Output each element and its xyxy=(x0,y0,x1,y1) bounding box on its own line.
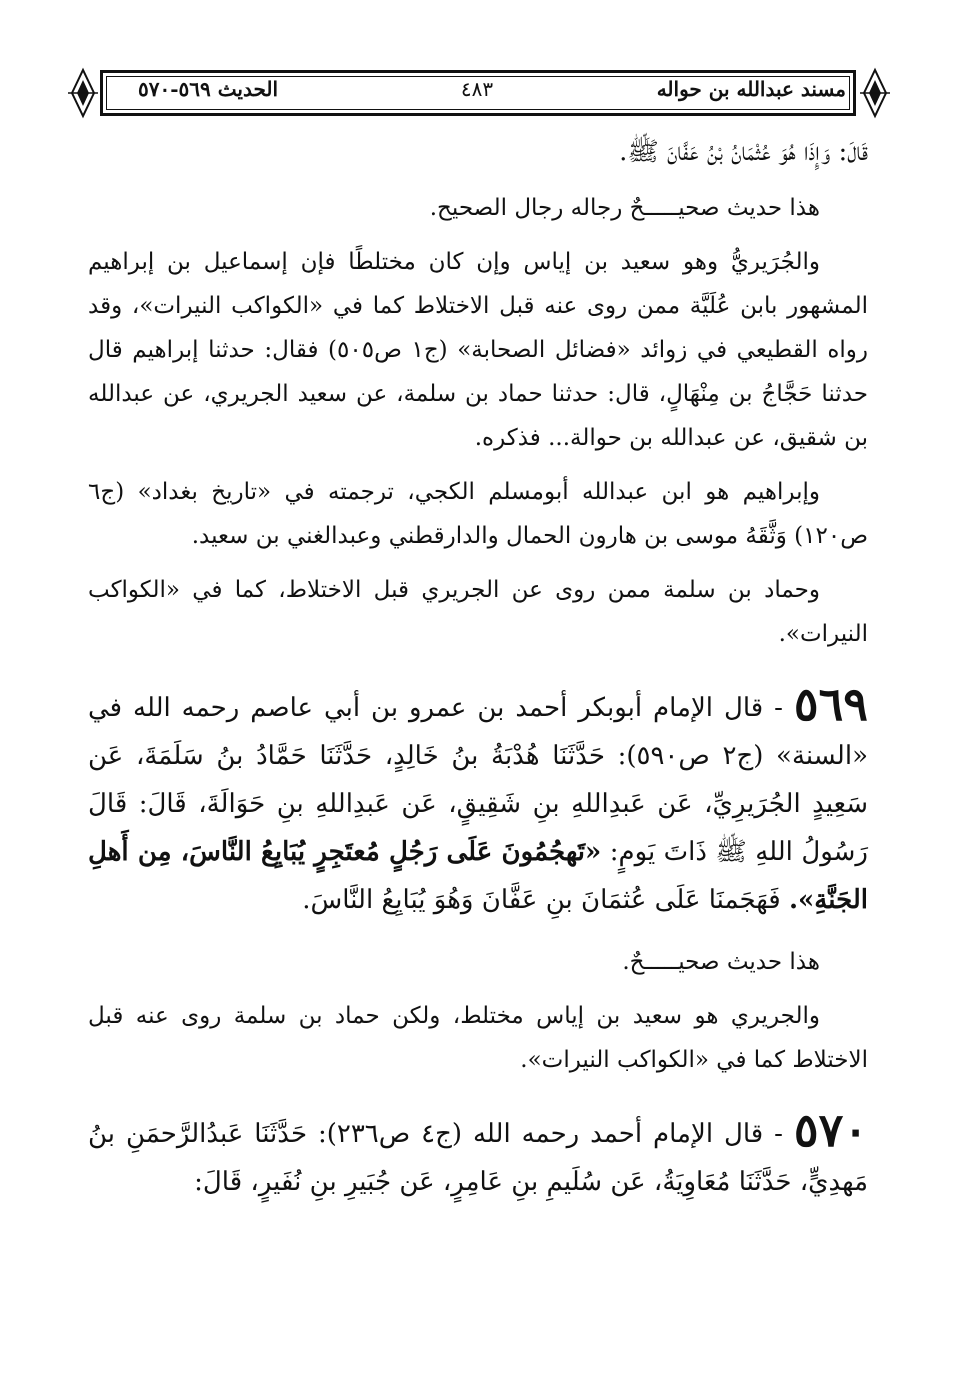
grading-paragraph: هذا حديث صحيـــــحٌ رجاله رجال الصحيح. xyxy=(429,195,820,221)
hadith-number: ٥٦٩ xyxy=(793,677,869,731)
hadith-569 xyxy=(88,677,869,924)
commentary-paragraph: والجُرَيريُّ وهو سعيد بن إياس وإن كان مختلطًا فإن إسماعيل بن إبراهيم المشهور بابن عُلَيَّة ممن روى عنه قبل الاختلاط كما في «الكواكب النيرات»، وقد رواه القطيعي في زوائد «فضائل الصحابة» (ج١ ص٥٠٥) فقال: حدثنا إبراهيم قال حدثنا حَجَّاجُ بن مِنْهَالٍ، قال: حدثنا حماد بن سلمة، عن سعيد الجريري، عن عبدالله بن شقيق، عن عبدالله بن حوالة... فذكره. xyxy=(88,249,868,451)
grading-paragraph: هذا حديث صحيـــــحٌ. xyxy=(622,949,820,975)
commentary-paragraph: والجريري هو سعيد بن إياس مختلط، ولكن حماد بن سلمة روى عنه قبل الاختلاط كما في «الكواكب النيرات». xyxy=(88,1003,868,1073)
hadith-matn: «تَهجُمُونَ عَلَى رَجُلٍ مُعتَجِرٍ يُبَايِعُ النَّاسَ، مِن أَهلِ الجَنَّةِ». xyxy=(88,837,868,915)
book-title: مسند عبدالله بن حواله xyxy=(656,77,846,101)
page-body xyxy=(88,128,868,1206)
hadith-number: ٥٧٠ xyxy=(793,1103,868,1157)
ornament-icon xyxy=(68,66,98,120)
paragraph: قَالَ: وَإِذَا هُوَ عُثْمَانُ بْنُ عَفَّانَ ﷺ. xyxy=(619,137,868,167)
hadith-continuation: فَهَجَمنَا عَلَى عُثمَانَ بنِ عَفَّانَ وَهُوَ يُبَايِعُ النَّاسَ. xyxy=(302,885,781,915)
page-number: ٤٨٣ xyxy=(460,77,494,101)
hadith-570 xyxy=(88,1103,868,1206)
hadith-isnad: - قال الإمام أبوبكر أحمد بن عمرو بن أبي عاصم رحمه الله في «السنة» (ج٢ ص٥٩٠): حَدَّثَنَا هُدْبَةُ بنُ خَالِدٍ، حَدَّثَنَا حَمَّادُ بنُ سَلَمَةَ، عَن سَعِيدٍ الجُرَيرِيِّ، عَن عَبدِاللهِ بنِ شَقِيقٍ، عَن عَبدِاللهِ بنِ حَوَالَةَ، قَالَ: قَالَ رَسُولُ اللهِ ﷺ ذَاتَ يَومٍ: xyxy=(88,693,868,867)
hadith-isnad: - قال الإمام أحمد رحمه الله (ج٤ ص٢٣٦): حَدَّثَنَا عَبدُالرَّحمَنِ بنُ مَهدِيٍّ، حَدَّثَنَا مُعَاوِيَةُ، عَن سُلَيمِ بنِ عَامِرٍ، عَن جُبَيرِ بنِ نُفَيرٍ، قَالَ: xyxy=(88,1119,868,1197)
hadith-range: الحديث ٥٦٩-٥٧٠ xyxy=(138,77,279,101)
commentary-paragraph: وإبراهيم هو ابن عبدالله أبومسلم الكجي، ترجمته في «تاريخ بغداد» (ج٦ ص١٢٠) وَثَّقَهُ موسى بن هارون الحمال والدارقطني وعبدالغني بن سعيد. xyxy=(88,479,868,549)
commentary-paragraph: وحماد بن سلمة ممن روى عن الجريري قبل الاختلاط، كما في «الكواكب النيرات». xyxy=(88,577,868,647)
ornament-icon xyxy=(860,66,890,120)
